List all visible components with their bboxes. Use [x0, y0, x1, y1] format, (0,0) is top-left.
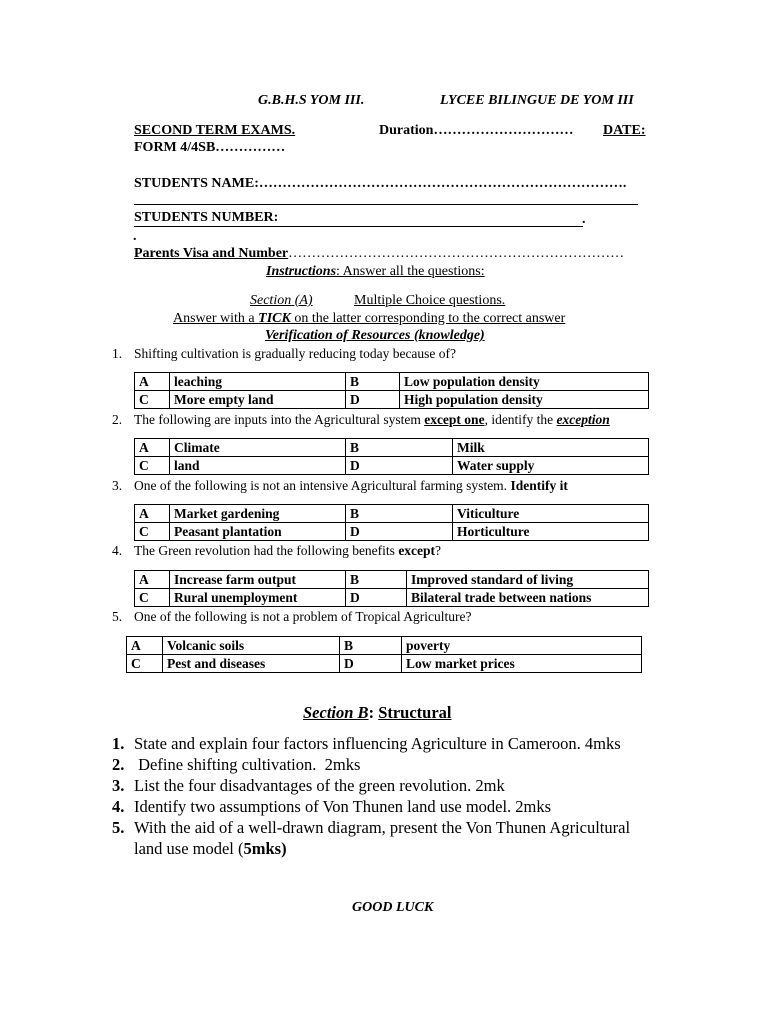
school-name-english: G.B.H.S YOM III.	[258, 93, 365, 108]
question-number: 2.	[112, 755, 125, 774]
options-table-q4	[134, 570, 649, 607]
option-text[interactable]: Viticulture	[453, 505, 649, 523]
question-number: 4.	[112, 543, 123, 558]
option-letter[interactable]: A	[135, 571, 170, 589]
option-letter[interactable]: D	[346, 589, 407, 607]
question-number: 4.	[112, 797, 125, 816]
option-text[interactable]: Improved standard of living	[407, 571, 649, 589]
tick-word: TICK	[258, 311, 291, 326]
option-text[interactable]: poverty	[402, 637, 642, 655]
table-row	[135, 391, 649, 409]
question-text: With the aid of a well-drawn diagram, present the Von Thunen Agricultural	[134, 818, 631, 837]
option-letter[interactable]: D	[346, 391, 400, 409]
option-text[interactable]: Pest and diseases	[163, 655, 340, 673]
options-table-q1	[134, 372, 649, 409]
tick-instruction	[173, 311, 565, 327]
option-text[interactable]: Bilateral trade between nations	[407, 589, 649, 607]
parents-visa-label: Parents Visa and Number	[134, 246, 289, 261]
option-text[interactable]: Milk	[453, 439, 649, 457]
table-row	[135, 439, 649, 457]
question-text	[134, 478, 568, 494]
instructions-text: : Answer all the questions:	[336, 264, 485, 279]
question-text: State and explain four factors influencing Agriculture in Cameroon. 4mks	[134, 734, 621, 753]
option-text[interactable]: Low population density	[400, 373, 649, 391]
question-text-part: ?	[435, 543, 442, 558]
structural-question	[112, 755, 360, 775]
question-text: Define shifting cultivation. 2mks	[134, 755, 361, 774]
section-a-title: Multiple Choice questions.	[354, 293, 506, 308]
structural-question	[112, 776, 505, 796]
exam-title: SECOND TERM EXAMS.	[134, 123, 296, 138]
option-letter[interactable]: B	[346, 571, 407, 589]
question-marks: 5mks)	[243, 839, 287, 858]
option-text[interactable]: More empty land	[170, 391, 346, 409]
question-text: land use model (	[134, 839, 244, 858]
option-text[interactable]: leaching	[170, 373, 346, 391]
section-b-label: Section B	[303, 703, 369, 722]
section-a-label: Section (A)	[250, 293, 313, 308]
option-letter[interactable]: C	[135, 589, 170, 607]
students-number-label: STUDENTS NUMBER:	[134, 210, 279, 225]
structural-question	[112, 818, 630, 838]
question-number: 1.	[112, 346, 123, 361]
instructions	[266, 264, 485, 280]
name-underline	[134, 204, 638, 205]
instructions-label: Instructions	[266, 264, 337, 279]
option-text[interactable]: Increase farm output	[170, 571, 346, 589]
option-letter[interactable]: A	[135, 505, 170, 523]
verification-heading: Verification of Resources (knowledge)	[265, 328, 485, 343]
option-letter[interactable]: A	[135, 373, 170, 391]
date-field: DATE:	[603, 123, 646, 138]
question-text	[134, 412, 610, 428]
option-letter[interactable]: B	[346, 373, 400, 391]
question-text-part: , identify the	[484, 412, 557, 427]
option-text[interactable]: Market gardening	[170, 505, 346, 523]
option-letter[interactable]: A	[127, 637, 163, 655]
question-text: List the four disadvantages of the green revolution. 2mk	[134, 776, 505, 795]
option-letter[interactable]: A	[135, 439, 170, 457]
option-letter[interactable]: B	[340, 637, 402, 655]
table-row	[135, 457, 649, 475]
option-letter[interactable]: C	[135, 523, 170, 541]
school-name-french: LYCEE BILINGUE DE YOM III	[440, 93, 634, 108]
question-text: One of the following is not a problem of Tropical Agriculture?	[134, 609, 472, 624]
option-letter[interactable]: C	[135, 457, 170, 475]
stray-dot: .	[133, 229, 137, 244]
question-number: 5.	[112, 609, 123, 624]
question-emphasis: exception	[556, 412, 610, 427]
structural-question	[112, 734, 621, 754]
students-name-field: STUDENTS NAME:…………………………………………………………………….	[134, 176, 627, 191]
question-number: 2.	[112, 412, 123, 427]
option-text[interactable]: Volcanic soils	[163, 637, 340, 655]
question-text: Identify two assumptions of Von Thunen land use model. 2mks	[134, 797, 552, 816]
option-text[interactable]: Low market prices	[402, 655, 642, 673]
structural-question-continued	[134, 839, 287, 859]
section-b-title: Structural	[378, 703, 452, 722]
question-text-part: The following are inputs into the Agricultural system	[134, 412, 425, 427]
good-luck: GOOD LUCK	[352, 900, 434, 915]
option-text[interactable]: Rural unemployment	[170, 589, 346, 607]
option-text[interactable]: land	[170, 457, 346, 475]
question-text: Shifting cultivation is gradually reducing today because of?	[134, 346, 457, 361]
option-text[interactable]: Peasant plantation	[170, 523, 346, 541]
form-field: FORM 4/4SB……………	[134, 140, 286, 155]
question-emphasis: except	[398, 543, 436, 558]
parents-visa-field	[134, 246, 624, 262]
question-text	[134, 543, 441, 559]
option-letter[interactable]: C	[127, 655, 163, 673]
question-text-part: One of the following is not an intensive Agricultural farming system.	[134, 478, 511, 493]
question-number: 3.	[112, 776, 125, 795]
options-table-q2	[134, 438, 649, 475]
table-row	[135, 523, 649, 541]
tick-post: on the latter corresponding to the correct answer	[290, 311, 566, 326]
number-end: .	[582, 212, 586, 227]
option-text[interactable]: Horticulture	[453, 523, 649, 541]
question-text-part: The Green revolution had the following benefits	[134, 543, 399, 558]
number-underline	[134, 226, 583, 227]
table-row	[127, 655, 642, 673]
question-number: 5.	[112, 818, 125, 837]
section-b-colon: :	[368, 703, 379, 722]
structural-question	[112, 797, 551, 817]
table-row	[135, 589, 649, 607]
question-emphasis: Identify it	[510, 478, 568, 493]
duration-field: Duration…………………………	[379, 123, 574, 138]
option-letter[interactable]: B	[346, 505, 453, 523]
options-table-q3	[134, 504, 649, 541]
question-number: 3.	[112, 478, 123, 493]
option-letter[interactable]: D	[346, 457, 453, 475]
option-letter[interactable]: B	[346, 439, 453, 457]
option-text[interactable]: Water supply	[453, 457, 649, 475]
question-number: 1.	[112, 734, 125, 753]
section-b-heading	[303, 703, 452, 723]
option-text[interactable]: High population density	[400, 391, 649, 409]
question-emphasis: except one	[424, 412, 485, 427]
table-row	[127, 637, 642, 655]
option-letter[interactable]: D	[340, 655, 402, 673]
table-row	[135, 505, 649, 523]
options-table-q5	[126, 636, 642, 673]
parents-visa-dots: ………………………………………………………………	[288, 246, 625, 261]
table-row	[135, 373, 649, 391]
option-letter[interactable]: D	[346, 523, 453, 541]
tick-pre: Answer with a	[173, 311, 259, 326]
option-text[interactable]: Climate	[170, 439, 346, 457]
table-row	[135, 571, 649, 589]
option-letter[interactable]: C	[135, 391, 170, 409]
